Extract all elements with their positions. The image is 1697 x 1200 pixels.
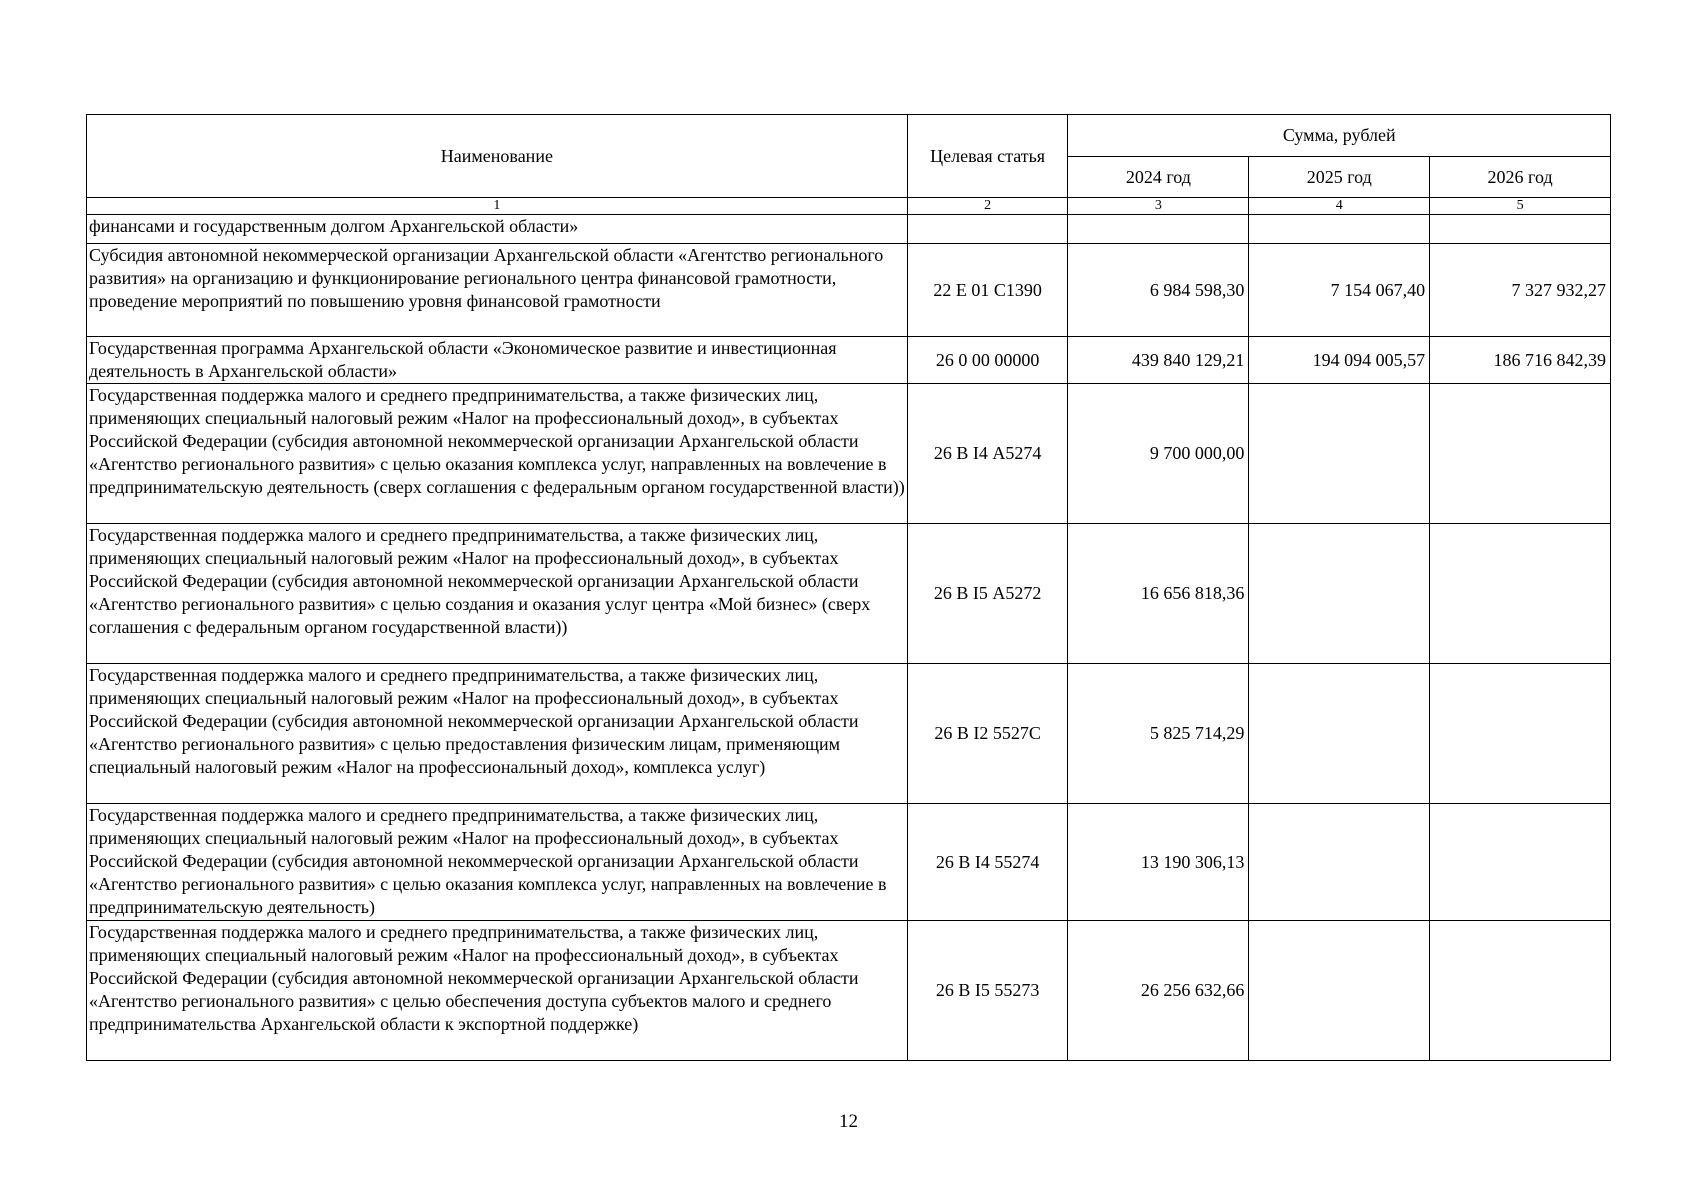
row-2026	[1430, 215, 1611, 244]
table-row	[87, 664, 1611, 804]
row-code: 26 В I2 5527С	[907, 664, 1068, 804]
table-row	[87, 244, 1611, 337]
row-2025	[1249, 384, 1430, 524]
row-2024: 13 190 306,13	[1068, 804, 1249, 921]
column-index: 5	[1430, 198, 1611, 215]
row-code: 26 В I4 55274	[907, 804, 1068, 921]
table-row	[87, 921, 1611, 1061]
table-row	[87, 804, 1611, 921]
row-2025	[1249, 215, 1430, 244]
row-2026: 7 327 932,27	[1430, 244, 1611, 337]
row-2025	[1249, 664, 1430, 804]
row-2025	[1249, 921, 1430, 1061]
row-name: Субсидия автономной некоммерческой организации Архангельской области «Агентство регионального развития» на организацию и функционирование регионального центра финансовой грамотности, проведение мероприятий по повышению уровня финансовой грамотности	[87, 244, 908, 337]
row-2024: 439 840 129,21	[1068, 337, 1249, 384]
row-code: 22 Е 01 С1390	[907, 244, 1068, 337]
row-2026	[1430, 524, 1611, 664]
row-name: Государственная поддержка малого и среднего предпринимательства, а также физических лиц, применяющих специальный налоговый режим «Налог на профессиональный доход», в субъектах Российской Федерации (субсидия автономной некоммерческой организации Архангельской области «Агентство регионального развития» с целью оказания комплекса услуг, направленных на вовлечение в предпринимательскую деятельность (сверх соглашения с федеральным органом государственной власти))	[87, 384, 908, 524]
column-index: 2	[907, 198, 1068, 215]
row-2024: 6 984 598,30	[1068, 244, 1249, 337]
table-row	[87, 524, 1611, 664]
row-2026	[1430, 384, 1611, 524]
row-name: Государственная программа Архангельской области «Экономическое развитие и инвестиционная деятельность в Архангельской области»	[87, 337, 908, 384]
page-number: 12	[839, 1111, 858, 1132]
row-2026: 186 716 842,39	[1430, 337, 1611, 384]
table-row	[87, 384, 1611, 524]
row-code: 26 В I5 А5272	[907, 524, 1068, 664]
row-2024: 16 656 818,36	[1068, 524, 1249, 664]
row-name: финансами и государственным долгом Архангельской области»	[87, 215, 908, 244]
column-index: 4	[1249, 198, 1430, 215]
header-name: Наименование	[87, 115, 908, 198]
row-2025: 194 094 005,57	[1249, 337, 1430, 384]
budget-table	[86, 114, 1611, 1061]
row-2026	[1430, 921, 1611, 1061]
row-code: 26 0 00 00000	[907, 337, 1068, 384]
header-year-2024: 2024 год	[1068, 157, 1249, 198]
row-2024: 5 825 714,29	[1068, 664, 1249, 804]
table-row	[87, 337, 1611, 384]
row-2024	[1068, 215, 1249, 244]
column-index: 1	[87, 198, 908, 215]
row-2025: 7 154 067,40	[1249, 244, 1430, 337]
row-code: 26 В I4 А5274	[907, 384, 1068, 524]
row-2025	[1249, 524, 1430, 664]
row-name: Государственная поддержка малого и среднего предпринимательства, а также физических лиц, применяющих специальный налоговый режим «Налог на профессиональный доход», в субъектах Российской Федерации (субсидия автономной некоммерческой организации Архангельской области «Агентство регионального развития» с целью оказания комплекса услуг, направленных на вовлечение в предпринимательскую деятельность)	[87, 804, 908, 921]
row-name: Государственная поддержка малого и среднего предпринимательства, а также физических лиц, применяющих специальный налоговый режим «Налог на профессиональный доход», в субъектах Российской Федерации (субсидия автономной некоммерческой организации Архангельской области «Агентство регионального развития» с целью предоставления физическим лицам, применяющим специальный налоговый режим «Налог на профессиональный доход», комплекса услуг)	[87, 664, 908, 804]
header-sum: Сумма, рублей	[1068, 115, 1611, 157]
row-2024: 26 256 632,66	[1068, 921, 1249, 1061]
header-year-2026: 2026 год	[1430, 157, 1611, 198]
table-row	[87, 215, 1611, 244]
row-2025	[1249, 804, 1430, 921]
row-code	[907, 215, 1068, 244]
row-name: Государственная поддержка малого и среднего предпринимательства, а также физических лиц, применяющих специальный налоговый режим «Налог на профессиональный доход», в субъектах Российской Федерации (субсидия автономной некоммерческой организации Архангельской области «Агентство регионального развития» с целью создания и оказания услуг центра «Мой бизнес» (сверх соглашения с федеральным органом государственной власти))	[87, 524, 908, 664]
row-name: Государственная поддержка малого и среднего предпринимательства, а также физических лиц, применяющих специальный налоговый режим «Налог на профессиональный доход», в субъектах Российской Федерации (субсидия автономной некоммерческой организации Архангельской области «Агентство регионального развития» с целью обеспечения доступа субъектов малого и среднего предпринимательства Архангельской области к экспортной поддержке)	[87, 921, 908, 1061]
header-code: Целевая статья	[907, 115, 1068, 198]
column-index: 3	[1068, 198, 1249, 215]
row-2026	[1430, 804, 1611, 921]
row-2026	[1430, 664, 1611, 804]
row-2024: 9 700 000,00	[1068, 384, 1249, 524]
header-year-2025: 2025 год	[1249, 157, 1430, 198]
row-code: 26 В I5 55273	[907, 921, 1068, 1061]
